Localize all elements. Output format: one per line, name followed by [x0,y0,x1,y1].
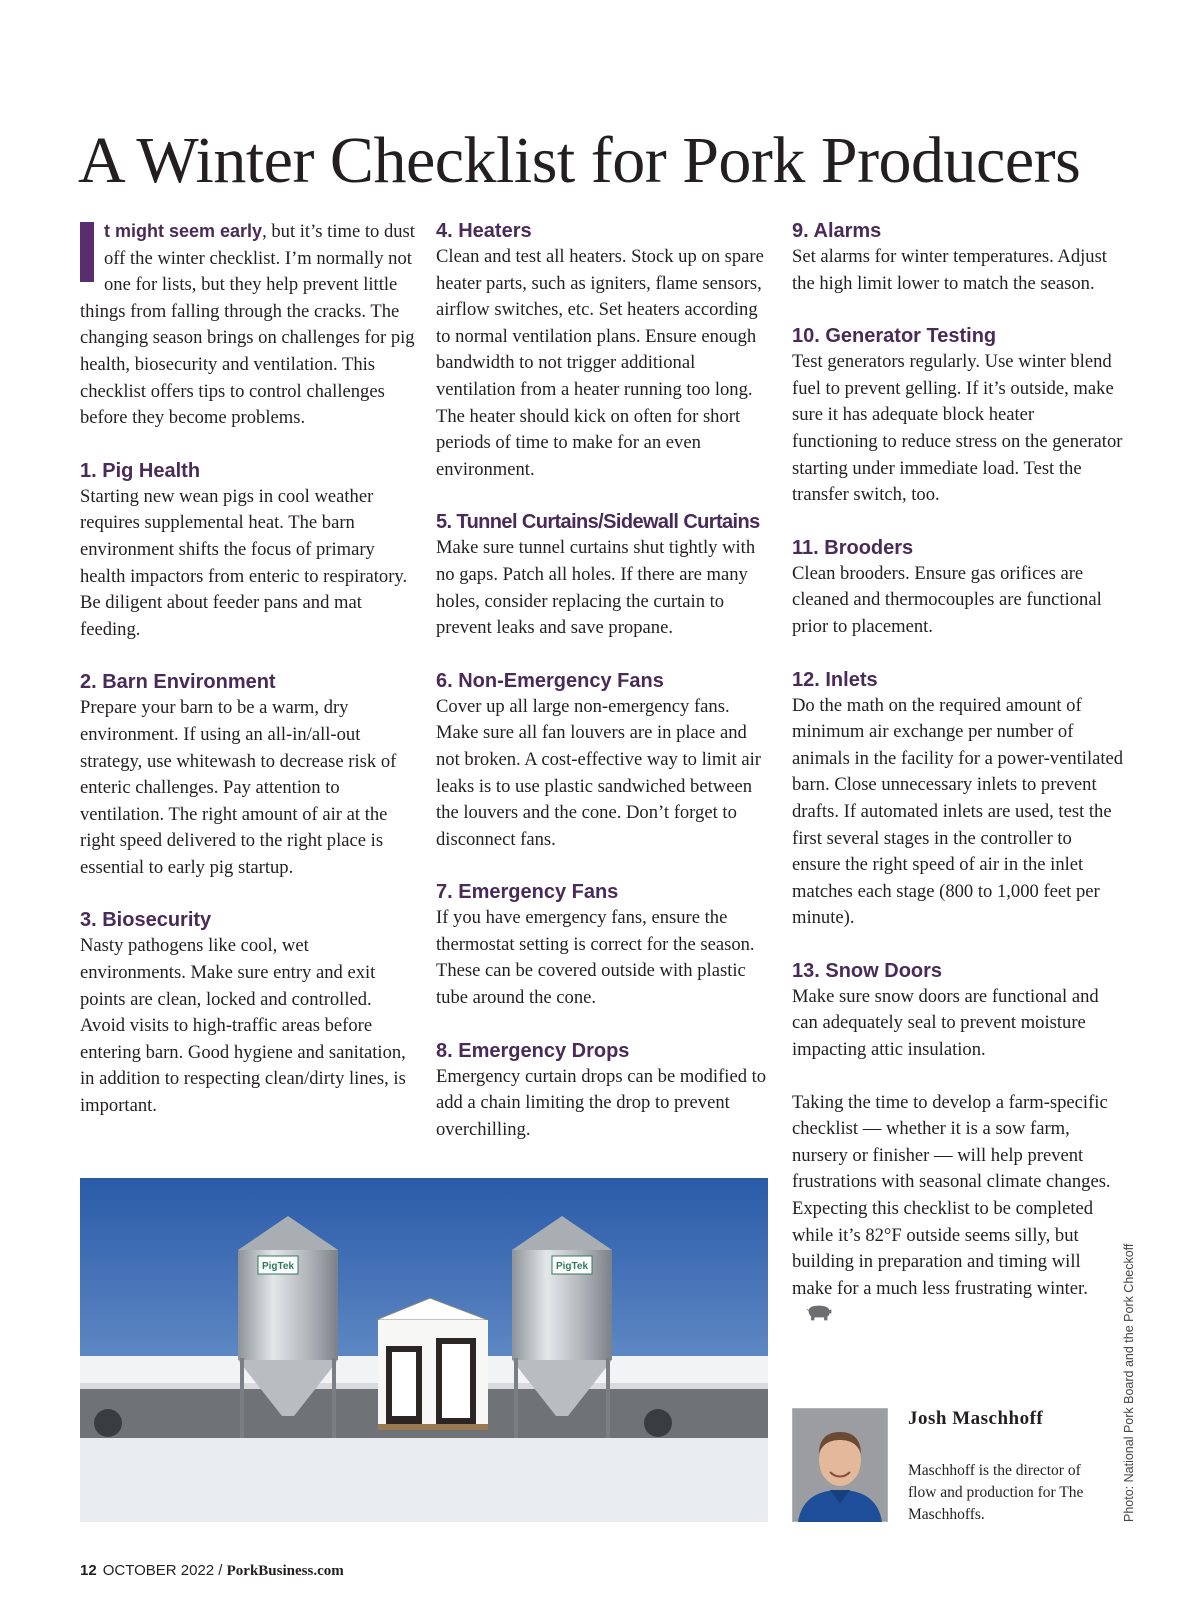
bin-label: PigTek [261,1261,295,1272]
section-pig-health [80,458,416,644]
section-heading: 4. Heaters [436,220,532,242]
section-heading: 9. Alarms [792,220,882,242]
section-text: Test generators regularly. Use winter blend fuel to prevent gelling. If it’s outside, make sure it has adequate block heater functioning to reduce stress on the generator starting under immediate load. Test the transfer switch, too. [792,351,1123,506]
section-non-emergency-fans [436,668,772,854]
section-text: Nasty pathogens like cool, wet environments. Make sure entry and exit points are clean, locked and controlled. Avoid visits to high-traffic areas before entering barn. Good hygiene and sanitation, in addition to respecting clean/dirty lines, is important. [80,935,406,1117]
section-text: If you have emergency fans, ensure the thermostat setting is correct for the season. These can be covered outside with plastic tube around the cone. [436,907,755,1009]
intro-paragraph [80,218,416,432]
section-generator-testing [792,323,1124,509]
section-brooders [792,535,1124,641]
author-name: Josh Maschhoff [908,1408,1044,1429]
section-text: Do the math on the required amount of minimum air exchange per number of animals in the facility for a power-ventilated barn. Close unnecessary inlets to prevent drafts. If automated inlets are used, test the first several stages in the controller to ensure the right speed of air in the inlet matches each stage (800 to 1,000 feet per minute). [792,694,1124,929]
section-text: Clean and test all heaters. Stock up on spare heater parts, such as igniters, flame sensors, airflow switches, etc. Set heaters according to normal ventilation plans. Ensure enough bandwidth to not trigger additional ventilation from a heater running too long. The heater should kick on often for short periods of time to make for an even environment. [436,246,764,480]
section-snow-doors [792,958,1124,1064]
section-text: Make sure snow doors are functional and can adequately seal to prevent moisture impacting attic insulation. [792,985,1099,1061]
section-text: Make sure tunnel curtains shut tightly with no gaps. Patch all holes. If there are many holes, consider replacing the curtain to prevent leaks and save propane. [436,537,756,639]
section-heading: 11. Brooders [792,536,914,559]
section-heading: 3. Biosecurity [80,909,212,932]
drop-cap [80,222,94,282]
site-name: PorkBusiness.com [226,1563,344,1579]
closing-paragraph [792,1090,1124,1330]
intro-lead: t might seem early [104,221,263,241]
section-alarms [792,218,1124,297]
intro-text [80,218,416,432]
page-footer [80,1562,344,1580]
author-bio: Maschhoff is the director of flow and production for The Maschhoffs. [908,1462,1084,1523]
section-emergency-fans [436,879,772,1011]
author-photo [792,1408,888,1522]
section-heading: 1. Pig Health [80,459,201,482]
section-heading: 6. Non-Emergency Fans [436,669,664,692]
section-heading: 13. Snow Doors [792,959,943,982]
section-heading: 12. Inlets [792,668,878,691]
farm-photo [80,1178,768,1522]
section-text: Starting new wean pigs in cool weather requires supplemental heat. The barn environment shifts the focus of primary health impactors from enteric to respiratory. Be diligent about feeder pans and mat feeding. [80,485,408,640]
column-3 [792,218,1124,1329]
column-1 [80,218,416,1146]
closing-text: Taking the time to develop a farm-specific checklist — whether it is a sow farm, nursery or finisher — will help prevent frustrations with seasonal climate changes. Expecting this checklist to be completed while it’s 82°F outside seems silly, but building in preparation and timing will make for a much less frustrating winter. [792,1091,1111,1299]
section-biosecurity [80,907,416,1119]
section-emergency-drops [436,1038,772,1144]
section-barn-environment [80,669,416,881]
section-heading: 7. Emergency Fans [436,881,619,904]
section-text: Clean brooders. Ensure gas orifices are cleaned and thermocouples are functional prior to placement. [792,562,1102,637]
section-tunnel-curtains [436,509,772,641]
section-text: Prepare your barn to be a warm, dry environment. If using an all-in/all-out strategy, use whitewash to decrease risk of enteric challenges. Pay attention to ventilation. The right amount of air at the right speed delivered to the right place is essential to early pig startup. [80,697,397,878]
pig-icon [806,1303,832,1330]
section-heading: 5. Tunnel Curtains/Sidewall Curtains [436,511,760,534]
section-inlets [792,667,1124,932]
section-heading: 8. Emergency Drops [436,1039,630,1062]
article-title: A Winter Checklist for Pork Producers [78,124,1081,197]
intro-rest: , but it’s time to dust off the winter checklist. I’m normally not one for lists, but they help prevent little things from falling through the cracks. The changing season brings on challenges for pig health, biosecurity and ventilation. This checklist offers tips to control challenges before they become problems. [80,221,415,429]
bin-label: PigTek [555,1261,589,1272]
column-2 [436,218,772,1169]
photo-credit: Photo: National Pork Board and the Pork Checkoff [1122,1243,1136,1522]
section-text: Emergency curtain drops can be modified to add a chain limiting the drop to prevent overchilling. [436,1065,767,1140]
section-heaters [436,218,772,483]
issue-date: OCTOBER 2022 / [102,1562,227,1579]
section-heading: 2. Barn Environment [80,671,276,694]
section-text: Cover up all large non-emergency fans. Make sure all fan louvers are in place and not broken. A cost-effective way to limit air leaks is to use plastic sandwiched between the louvers and the cone. Don’t forget to disconnect fans. [436,695,761,850]
page-number: 12 [80,1562,97,1579]
section-text: Set alarms for winter temperatures. Adjust the high limit lower to match the season. [792,246,1107,294]
section-heading: 10. Generator Testing [792,325,997,348]
